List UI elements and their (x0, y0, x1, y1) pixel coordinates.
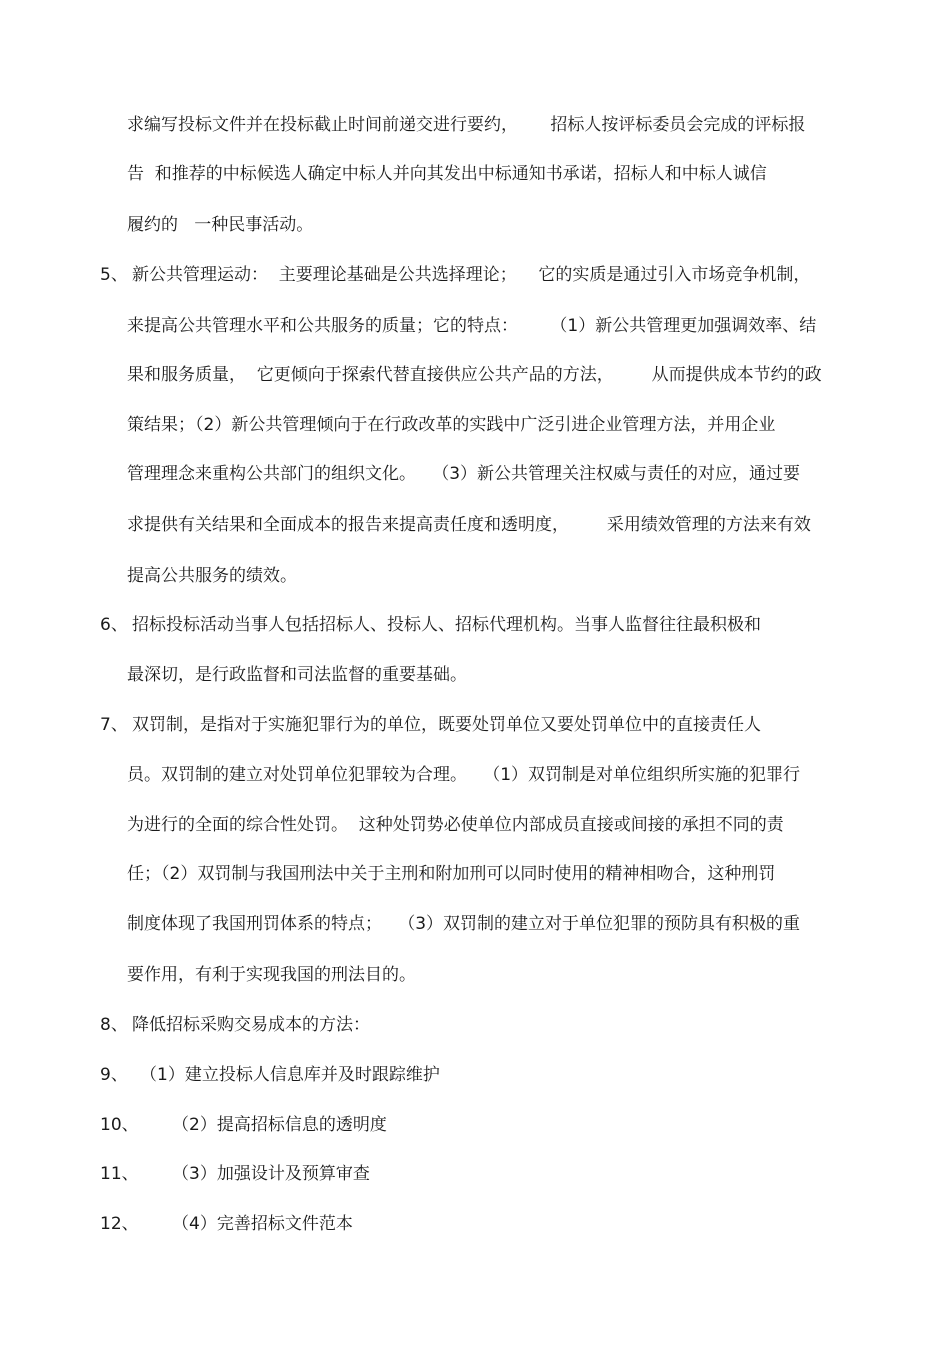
item-number: 7、 (100, 715, 128, 735)
text-line: 管理理念来重构公共部门的组织文化。 （3）新公共管理关注权威与责任的对应，通过要 (127, 464, 801, 484)
text-line: （1）建立投标人信息库并及时跟踪维护 (140, 1065, 440, 1085)
text-line: 要作用，有利于实现我国的刑法目的。 (127, 965, 416, 985)
text-line: 履约的 一种民事活动。 (127, 215, 314, 235)
text-line: 求提供有关结果和全面成本的报告来提高责任度和透明度， 采用绩效管理的方法来有效 (127, 515, 811, 535)
text-line: 策结果；（2）新公共管理倾向于在行政改革的实践中广泛引进企业管理方法，并用企业 (127, 415, 776, 435)
text-line: 求编写投标文件并在投标截止时间前递交进行要约， 招标人按评标委员会完成的评标报 (127, 115, 806, 135)
item-number: 8、 (100, 1015, 128, 1035)
item-number: 6、 (100, 615, 128, 635)
text-line: 为进行的全面的综合性处罚。 这种处罚势必使单位内部成员直接或间接的承担不同的责 (127, 815, 784, 835)
text-line: 员。双罚制的建立对处罚单位犯罪较为合理。 （1）双罚制是对单位组织所实施的犯罪行 (127, 765, 801, 785)
text-line: 最深切，是行政监督和司法监督的重要基础。 (127, 665, 467, 685)
text-line: 招标投标活动当事人包括招标人、投标人、招标代理机构。当事人监督往往最积极和 (132, 615, 761, 635)
item-number: 10、 (100, 1115, 139, 1135)
text-line: （4）完善招标文件范本 (172, 1214, 353, 1234)
text-line: 双罚制，是指对于实施犯罪行为的单位，既要处罚单位又要处罚单位中的直接责任人 (132, 715, 761, 735)
text-line: 制度体现了我国刑罚体系的特点； （3）双罚制的建立对于单位犯罪的预防具有积极的重 (127, 914, 801, 934)
text-line: （2）提高招标信息的透明度 (172, 1115, 387, 1135)
text-line: 提高公共服务的绩效。 (127, 566, 297, 586)
text-line: 果和服务质量， 它更倾向于探索代替直接供应公共产品的方法， 从而提供成本节约的政 (127, 365, 822, 385)
text-line: 降低招标采购交易成本的方法： (132, 1015, 370, 1035)
item-number: 5、 (100, 265, 128, 285)
text-line: 新公共管理运动： 主要理论基础是公共选择理论； 它的实质是通过引入市场竞争机制， (132, 265, 811, 285)
text-line: 来提高公共管理水平和公共服务的质量；它的特点： （1）新公共管理更加强调效率、结 (127, 316, 817, 336)
text-line: 告 和推荐的中标候选人确定中标人并向其发出中标通知书承诺，招标人和中标人诚信 (127, 164, 767, 184)
item-number: 12、 (100, 1214, 139, 1234)
text-line: 任；（2）双罚制与我国刑法中关于主刑和附加刑可以同时使用的精神相吻合，这种刑罚 (127, 864, 776, 884)
item-number: 9、 (100, 1065, 128, 1085)
item-number: 11、 (100, 1164, 139, 1184)
text-line: （3）加强设计及预算审查 (172, 1164, 370, 1184)
